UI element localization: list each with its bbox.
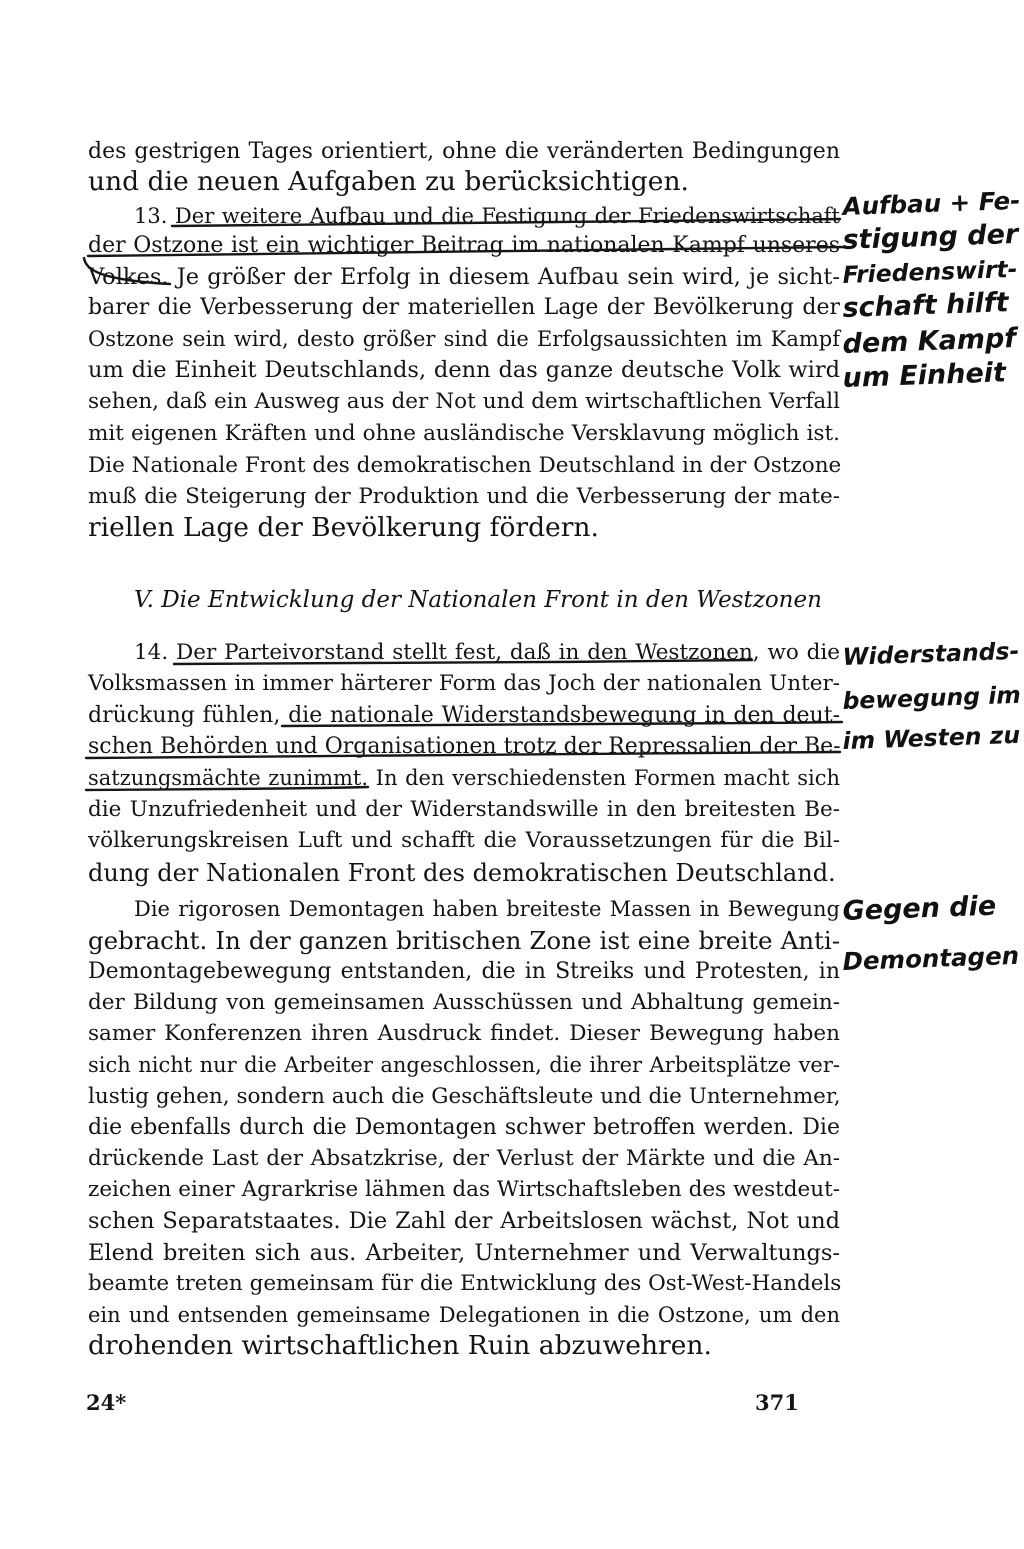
section-heading: V. Die Entwicklung der Nationalen Front in den Westzonen — [134, 587, 822, 613]
body-line: Volksmassen in immer härterer Form das Joch der nationalen Unter- — [88, 671, 840, 696]
body-line: drohenden wirtschaftlichen Ruin abzuwehren. — [88, 1330, 712, 1361]
body-line: sehen, daß ein Ausweg aus der Not und dem wirtschaftlichen Verfall — [88, 389, 840, 414]
body-line: Demontagebewegung entstanden, die in Streiks und Protesten, in — [88, 959, 840, 984]
body-line: barer die Verbesserung der materiellen Lage der Bevölkerung der — [88, 295, 840, 320]
body-line: riellen Lage der Bevölkerung fördern. — [88, 512, 599, 543]
body-line: Ostzone sein wird, desto größer sind die Erfolgsaussichten im Kampf — [88, 327, 840, 351]
paragraph-start: Die rigorosen Demontagen haben breiteste Massen in Bewegung — [134, 897, 840, 921]
body-line: dung der Nationalen Front des demokratischen Deutschland. — [88, 859, 836, 887]
body-line: samer Konferenzen ihren Ausdruck findet. Dieser Bewegung haben — [88, 1021, 840, 1046]
paragraph-13-start: 13. Der weitere Aufbau und die Festigung der Friedenswirtschaft — [134, 204, 840, 228]
body-line: schen Separatstaates. Die Zahl der Arbeitslosen wächst, Not und — [88, 1208, 840, 1234]
signature-mark: 24* — [86, 1390, 127, 1415]
margin-note: stigung der — [842, 218, 1019, 256]
margin-note: Aufbau + Fe- — [842, 185, 1021, 221]
margin-note: Widerstands- — [842, 636, 1020, 671]
body-line: der Ostzone ist ein wichtiger Beitrag im nationalen Kampf unseres — [88, 233, 840, 258]
body-line: die ebenfalls durch die Demontagen schwer betroffen werden. Die — [88, 1115, 840, 1140]
page-number: 371 — [755, 1390, 799, 1415]
body-line: völkerungskreisen Luft und schafft die Voraussetzungen für die Bil- — [88, 828, 840, 853]
body-line: die Unzufriedenheit und der Widerstandswille in den breitesten Be- — [88, 797, 840, 822]
body-line: zeichen einer Agrarkrise lähmen das Wirtschaftsleben des westdeut- — [88, 1177, 840, 1202]
body-line: der Bildung von gemeinsamen Ausschüssen und Abhaltung gemein- — [88, 990, 840, 1015]
margin-note: Friedenswirt- — [842, 254, 1018, 289]
body-line: schen Behörden und Organisationen trotz der Repressalien der Be- — [88, 734, 841, 759]
margin-note: im Westen zu — [842, 720, 1021, 755]
body-line: des gestrigen Tages orientiert, ohne die veränderten Bedingungen — [88, 139, 840, 164]
margin-note: Gegen die — [842, 890, 997, 927]
body-line: um die Einheit Deutschlands, denn das ganze deutsche Volk wird — [88, 357, 840, 383]
body-line: mit eigenen Kräften und ohne ausländische Versklavung möglich ist. — [88, 421, 840, 446]
body-line: satzungsmächte zunimmt. In den verschiedensten Formen macht sich — [88, 766, 840, 790]
body-line: drückung fühlen, die nationale Widerstandsbewegung in den deut- — [88, 703, 840, 728]
body-line: muß die Steigerung der Produktion und die Verbesserung der mate- — [88, 484, 840, 509]
body-line: beamte treten gemeinsam für die Entwicklung des Ost-West-Handels — [88, 1271, 842, 1296]
margin-note: bewegung im — [842, 680, 1022, 715]
body-line: ein und entsenden gemeinsame Delegationen in die Ostzone, um den — [88, 1303, 840, 1327]
paragraph-14-start: 14. Der Parteivorstand stellt fest, daß in den Westzonen, wo die — [134, 640, 840, 665]
body-line: Elend breiten sich aus. Arbeiter, Unternehmer und Verwaltungs- — [88, 1240, 840, 1266]
margin-note: Demontagen — [842, 940, 1020, 976]
body-line: und die neuen Aufgaben zu berücksichtigen. — [88, 166, 689, 197]
body-line: Die Nationale Front des demokratischen Deutschland in der Ostzone — [88, 453, 842, 478]
body-line: gebracht. In der ganzen britischen Zone ist eine breite Anti- — [88, 926, 840, 955]
body-line: Volkes. Je größer der Erfolg in diesem Aufbau sein wird, je sicht- — [88, 264, 840, 290]
body-line: sich nicht nur die Arbeiter angeschlossen, die ihrer Arbeitsplätze ver- — [88, 1053, 840, 1077]
margin-note: schaft hilft — [842, 287, 1009, 324]
body-line: drückende Last der Absatzkrise, der Verlust der Märkte und die An- — [88, 1146, 840, 1171]
margin-note: um Einheit — [842, 357, 1007, 394]
margin-note: dem Kampf — [842, 322, 1017, 360]
body-line: lustig gehen, sondern auch die Geschäftsleute und die Unternehmer, — [88, 1084, 841, 1109]
